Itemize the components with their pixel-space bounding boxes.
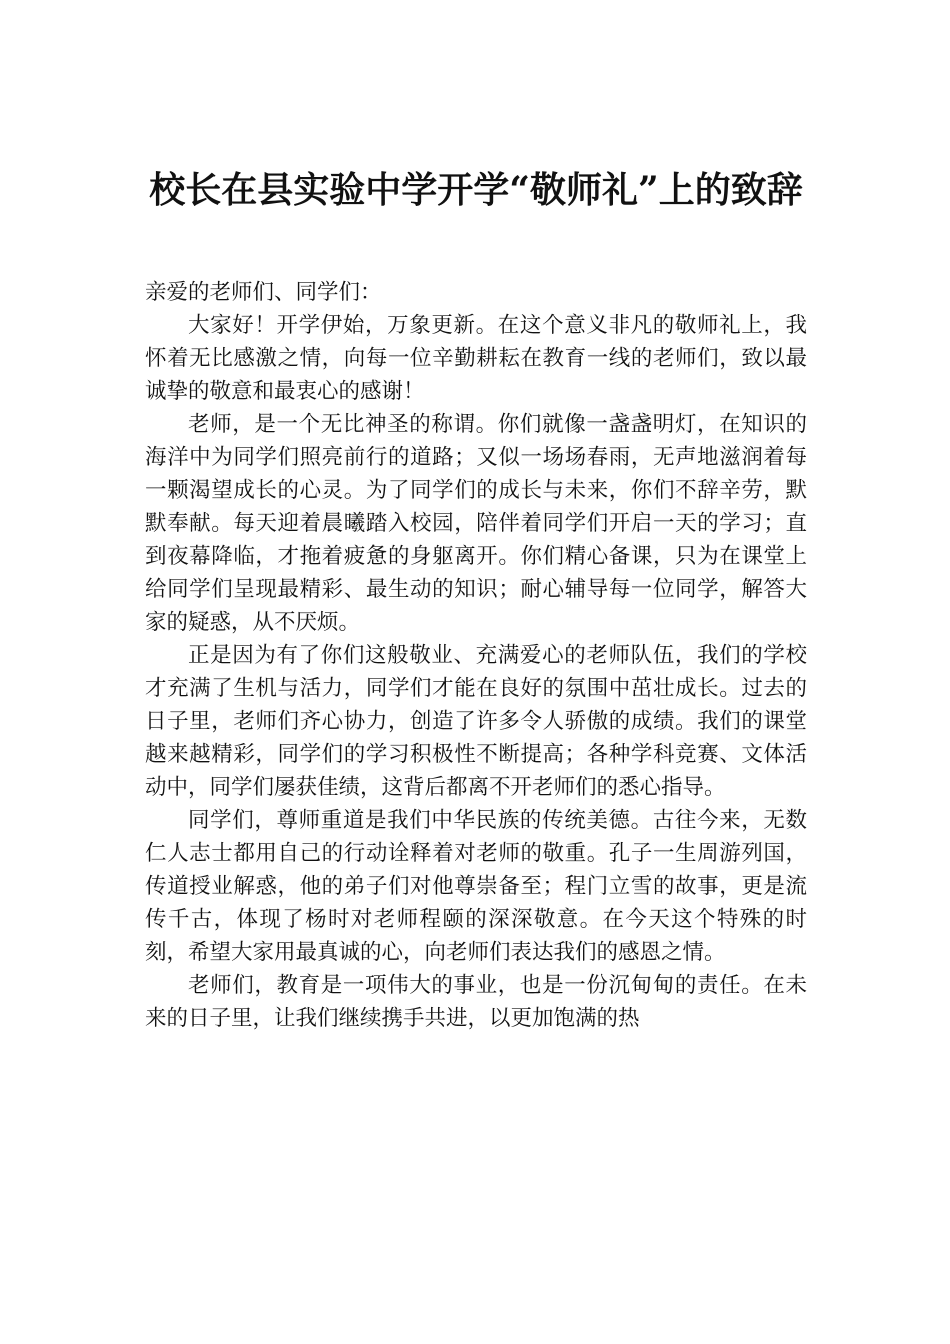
paragraph-2: 老师，是一个无比神圣的称谓。你们就像一盏盏明灯，在知识的海洋中为同学们照亮前行的道路；又似一场场春雨，无声地滋润着每一颗渴望成长的心灵。为了同学们的成长与未来，你们不辞辛劳，默默奉献。每天迎着晨曦踏入校园，陪伴着同学们开启一天的学习；直到夜幕降临，才拖着疲惫的身躯离开。你们精心备课，只为在课堂上给同学们呈现最精彩、最生动的知识；耐心辅导每一位同学，解答大家的疑惑，从不厌烦。 xyxy=(145,412,807,635)
paragraph-3: 正是因为有了你们这般敬业、充满爱心的老师队伍，我们的学校才充满了生机与活力，同学们才能在良好的氛围中茁壮成长。过去的日子里，老师们齐心协力，创造了许多令人骄傲的成绩。我们的课堂越来越精彩，同学们的学习积极性不断提高；各种学科竞赛、文体活动中，同学们屡获佳绩，这背后都离不开老师们的悉心指导。 xyxy=(145,643,807,800)
paragraph-1: 大家好！开学伊始，万象更新。在这个意义非凡的敬师礼上，我怀着无比感激之情，向每一位辛勤耕耘在教育一线的老师们，致以最诚挚的敬意和最衷心的感谢！ xyxy=(145,313,807,404)
paragraph-5: 老师们，教育是一项伟大的事业，也是一份沉甸甸的责任。在未来的日子里，让我们继续携手共进，以更加饱满的热 xyxy=(145,973,807,1031)
salutation: 亲爱的老师们、同学们： xyxy=(145,280,382,305)
document-title: 校长在县实验中学开学“敬师礼”上的致辞 xyxy=(149,169,803,211)
paragraph-4: 同学们，尊师重道是我们中华民族的传统美德。古往今来，无数仁人志士都用自己的行动诠释着对老师的敬重。孔子一生周游列国，传道授业解惑，他的弟子们对他尊崇备至；程门立雪的故事，更是流传千古，体现了杨时对老师程颐的深深敬意。在今天这个特殊的时刻，希望大家用最真诚的心，向老师们表达我们的感恩之情。 xyxy=(145,808,807,965)
document-page xyxy=(145,150,807,1035)
